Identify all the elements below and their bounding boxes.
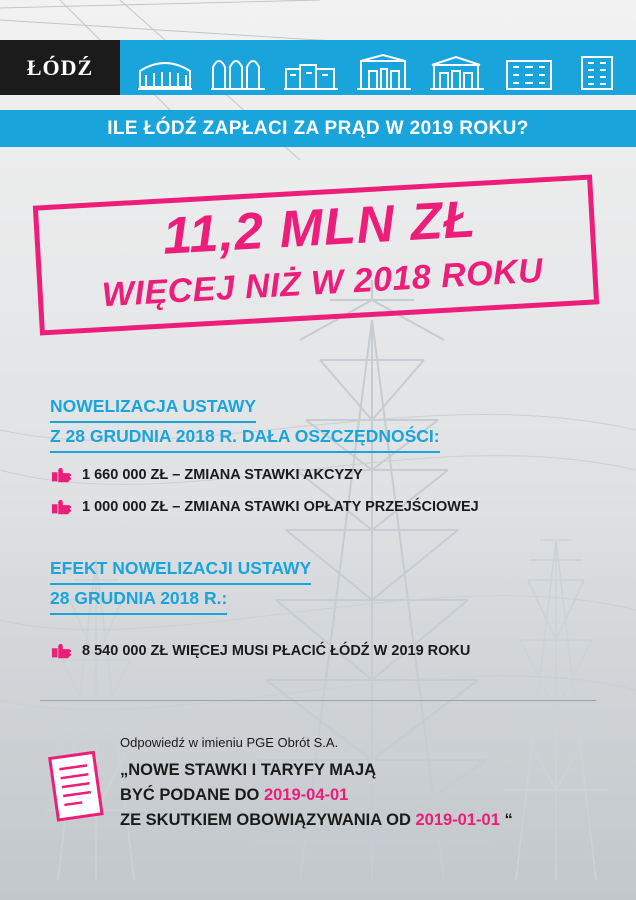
section-effect-heading-line2: 28 GRUDNIA 2018 R.: <box>50 585 227 615</box>
section-savings <box>50 393 610 517</box>
city-logo <box>0 40 120 95</box>
list-item <box>50 641 610 661</box>
quote-line-1: NOWE STAWKI I TARYFY MAJĄ <box>128 761 377 779</box>
building-arches-icon <box>209 51 267 91</box>
footer-quote-block <box>46 735 606 832</box>
section-effect-heading <box>50 555 610 615</box>
building-tenement-icon <box>501 51 559 91</box>
stamp-headline-amount: 11,2 MLN ZŁ <box>161 190 478 266</box>
building-hall-icon <box>136 51 194 91</box>
footer-text-block <box>120 735 513 832</box>
list-item-label: 1 000 000 ZŁ – ZMIANA STAWKI OPŁATY PRZEJŚCIOWEJ <box>82 499 479 516</box>
section-effect <box>50 555 610 661</box>
quote-line-2-prefix: BYĆ PODANE DO <box>120 785 264 804</box>
building-museum-icon <box>428 51 486 91</box>
list-item <box>50 497 610 517</box>
building-palace-icon <box>355 51 413 91</box>
quote-line-3-prefix: ZE SKUTKIEM OBOWIĄZYWANIA OD <box>120 810 416 829</box>
city-logo-text: ŁÓDŹ <box>26 54 94 80</box>
list-item-label: 1 660 000 ZŁ – ZMIANA STAWKI AKCYZY <box>82 467 363 484</box>
skyline-icon-strip <box>120 40 636 95</box>
list-item-label: 8 540 000 ZŁ WIĘCEJ MUSI PŁACIĆ ŁÓDŹ W 2019 ROKU <box>82 643 471 660</box>
section-divider <box>40 700 596 701</box>
quote-close-mark: “ <box>499 810 513 829</box>
quote-open-mark: „ <box>120 761 129 779</box>
hand-point-right-icon <box>50 497 72 517</box>
quote-body <box>120 758 513 832</box>
building-highrise-icon <box>574 51 620 91</box>
quote-date-publication: 2019-04-01 <box>263 785 349 804</box>
hand-point-right-icon <box>50 641 72 661</box>
poster-title-bar <box>0 110 636 147</box>
quote-date-effective: 2019-01-01 <box>415 810 500 829</box>
section-savings-heading-line1: NOWELIZACJA USTAWY <box>50 393 256 423</box>
hand-point-right-icon <box>50 465 72 485</box>
section-savings-heading-line2: Z 28 GRUDNIA 2018 R. DAŁA OSZCZĘDNOŚCI: <box>50 423 440 453</box>
document-icon <box>46 749 108 825</box>
list-item <box>50 465 610 485</box>
quote-attribution: Odpowiedź w imieniu PGE Obrót S.A. <box>120 735 339 750</box>
section-effect-heading-line1: EFEKT NOWELIZACJI USTAWY <box>50 555 311 585</box>
section-savings-heading <box>50 393 610 453</box>
page-title: ILE ŁÓDŹ ZAPŁACI ZA PRĄD W 2019 ROKU? <box>107 117 529 139</box>
stamp-headline-subtitle: WIĘCEJ NIŻ W 2018 ROKU <box>100 251 545 315</box>
header-bar <box>0 40 636 95</box>
building-factory-icon <box>282 51 340 91</box>
